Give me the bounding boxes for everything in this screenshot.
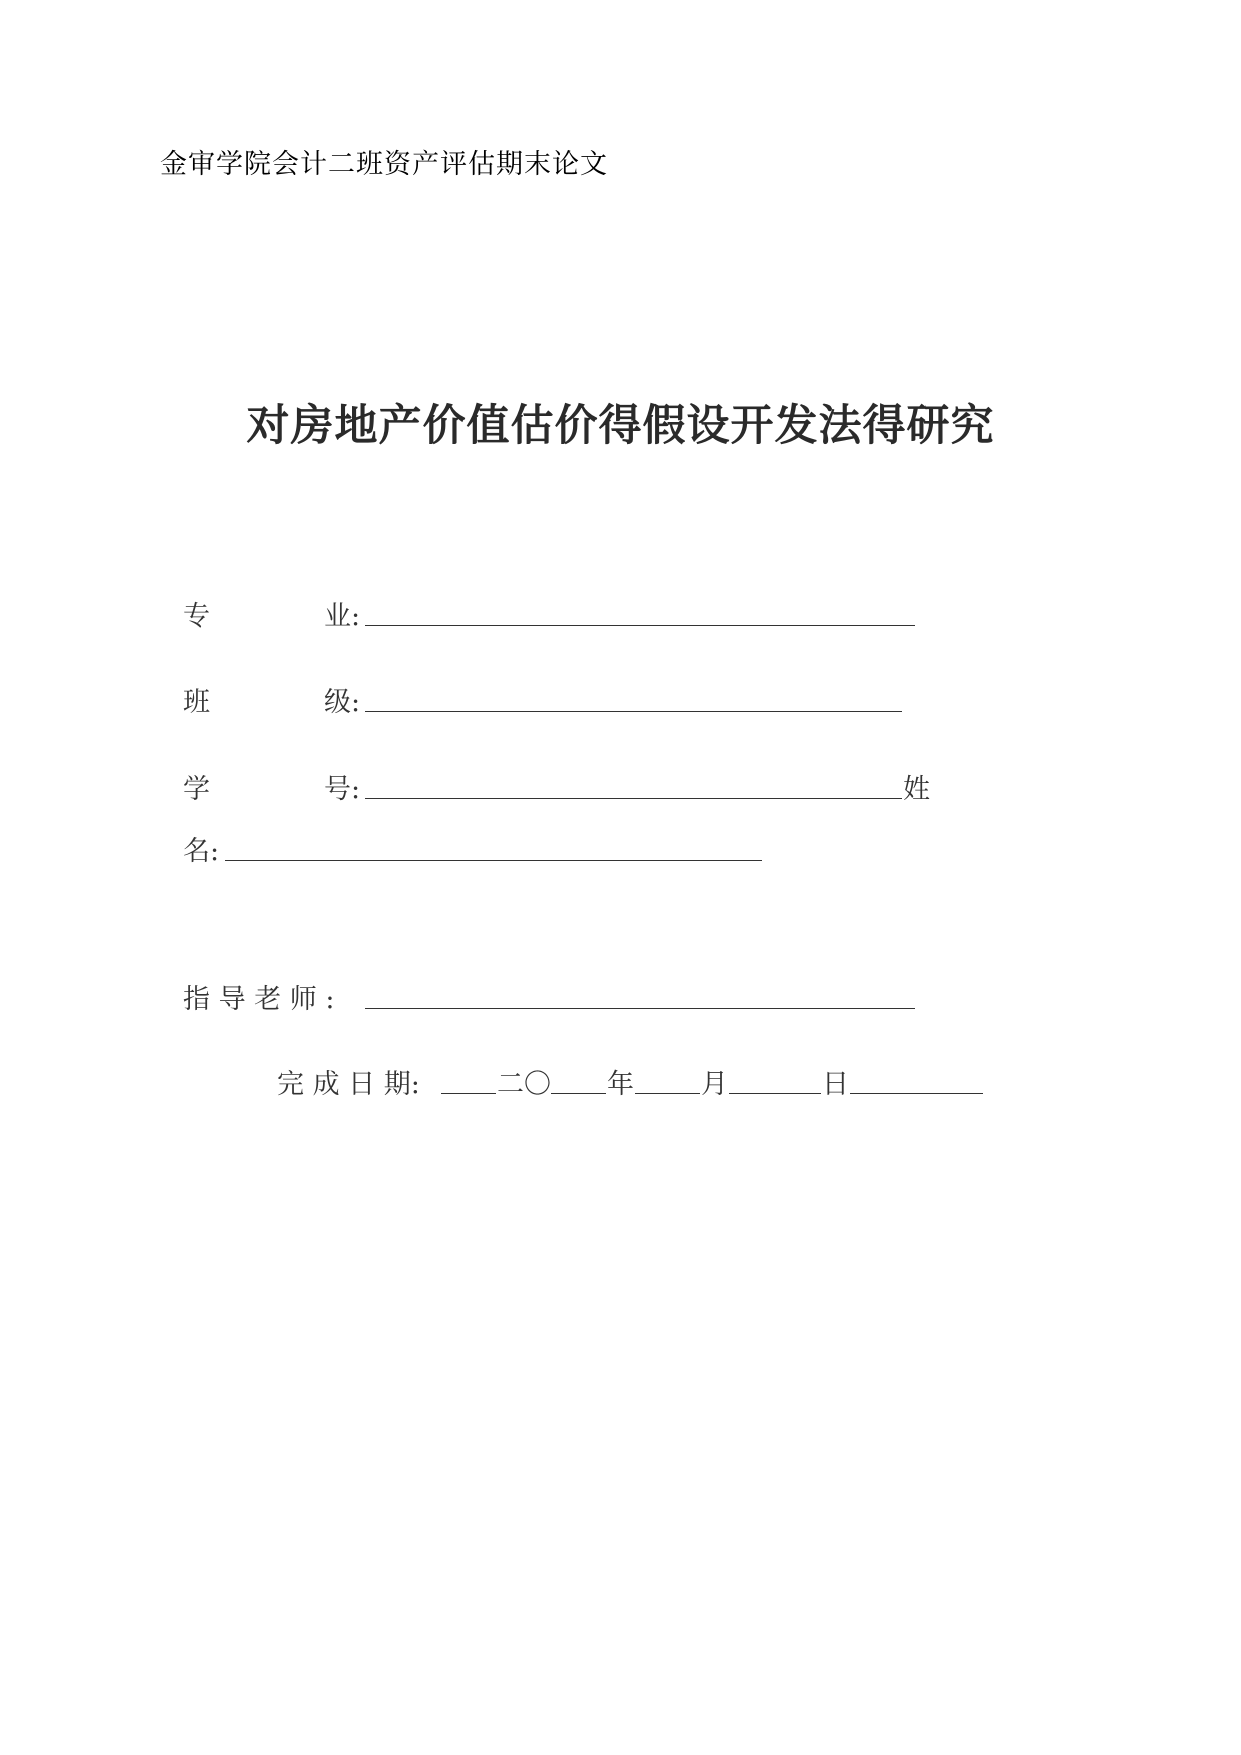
student-id-label-char2: 号: bbox=[324, 774, 361, 805]
header-line: 金审学院会计二班资产评估期末论文 bbox=[160, 149, 608, 180]
student-id-label-char1: 学 bbox=[183, 774, 210, 805]
document-title: 对房地产价值估价得假设开发法得研究 bbox=[246, 401, 995, 451]
completion-date-label: 完 成 日 期: bbox=[277, 1069, 420, 1100]
class-input-line[interactable] bbox=[365, 711, 902, 712]
major-label-char1: 专 bbox=[183, 601, 210, 632]
name-label-start: 姓 bbox=[903, 774, 930, 805]
date-month-unit: 月 bbox=[701, 1069, 728, 1100]
field-name bbox=[0, 829, 1241, 869]
name-input-line[interactable] bbox=[225, 860, 762, 861]
class-label-char2: 级: bbox=[324, 687, 361, 718]
field-class bbox=[0, 680, 1241, 720]
field-student-id bbox=[0, 767, 1241, 807]
date-blank-trailing[interactable] bbox=[850, 1093, 983, 1094]
completion-date bbox=[0, 1062, 1241, 1102]
major-label-char2: 业: bbox=[324, 601, 361, 632]
name-label-end: 名: bbox=[183, 836, 220, 867]
advisor-label: 指 导 老 师 : bbox=[183, 984, 335, 1015]
field-advisor bbox=[0, 977, 1241, 1017]
date-blank-day[interactable] bbox=[729, 1093, 821, 1094]
date-blank-1[interactable] bbox=[441, 1093, 496, 1094]
advisor-input-line[interactable] bbox=[365, 1008, 915, 1009]
class-label-char1: 班 bbox=[183, 687, 210, 718]
major-input-line[interactable] bbox=[365, 625, 915, 626]
date-century: 二〇 bbox=[497, 1069, 551, 1100]
date-year-unit: 年 bbox=[607, 1069, 634, 1100]
student-id-input-line[interactable] bbox=[365, 798, 902, 799]
date-blank-year[interactable] bbox=[551, 1093, 606, 1094]
date-blank-month[interactable] bbox=[635, 1093, 700, 1094]
field-major bbox=[0, 594, 1241, 634]
date-day-unit: 日 bbox=[822, 1069, 849, 1100]
